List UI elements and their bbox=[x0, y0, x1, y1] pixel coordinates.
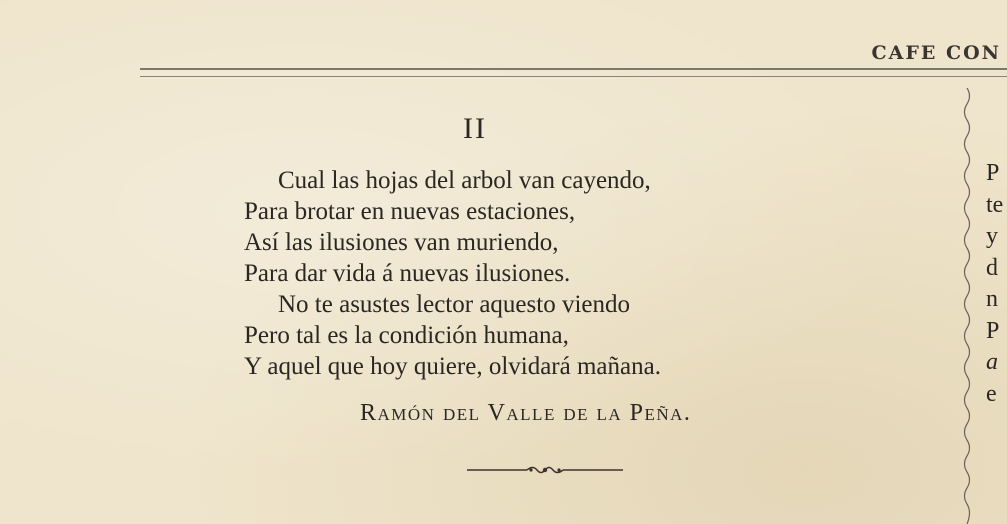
fragment-line: y bbox=[986, 223, 998, 249]
fragment-line: e bbox=[986, 380, 997, 407]
poem-body bbox=[244, 165, 661, 382]
poem-line: Para dar vida á nuevas ilusiones. bbox=[244, 260, 571, 287]
fragment-line: P bbox=[986, 317, 1000, 344]
fragment-line: P bbox=[986, 160, 1000, 186]
fragment-line: d bbox=[986, 254, 998, 281]
poem-line: Y aquel que hoy quiere, olvidará mañana. bbox=[244, 353, 661, 380]
adjacent-column-fragment bbox=[986, 158, 1007, 410]
header-double-rule bbox=[140, 68, 1007, 77]
fragment-line: n bbox=[986, 286, 998, 312]
fragment-line: te bbox=[986, 191, 1004, 218]
author-signature: Ramón del Valle de la Peña. bbox=[360, 400, 692, 426]
poem-line: Así las ilusiones van muriendo, bbox=[244, 229, 559, 256]
poem-line: No te asustes lector aquesto viendo bbox=[278, 291, 630, 318]
running-header-title: CAFE CON bbox=[871, 42, 1001, 64]
poem-line: Para brotar en nuevas estaciones, bbox=[244, 198, 576, 225]
poem-line: Pero tal es la condición humana, bbox=[244, 322, 569, 349]
fragment-line: a bbox=[986, 349, 998, 375]
ornament-divider bbox=[465, 462, 625, 478]
poem-line: Cual las hojas del arbol van cayendo, bbox=[278, 167, 651, 194]
section-number: II bbox=[463, 112, 487, 145]
column-divider-wavy bbox=[960, 88, 974, 524]
